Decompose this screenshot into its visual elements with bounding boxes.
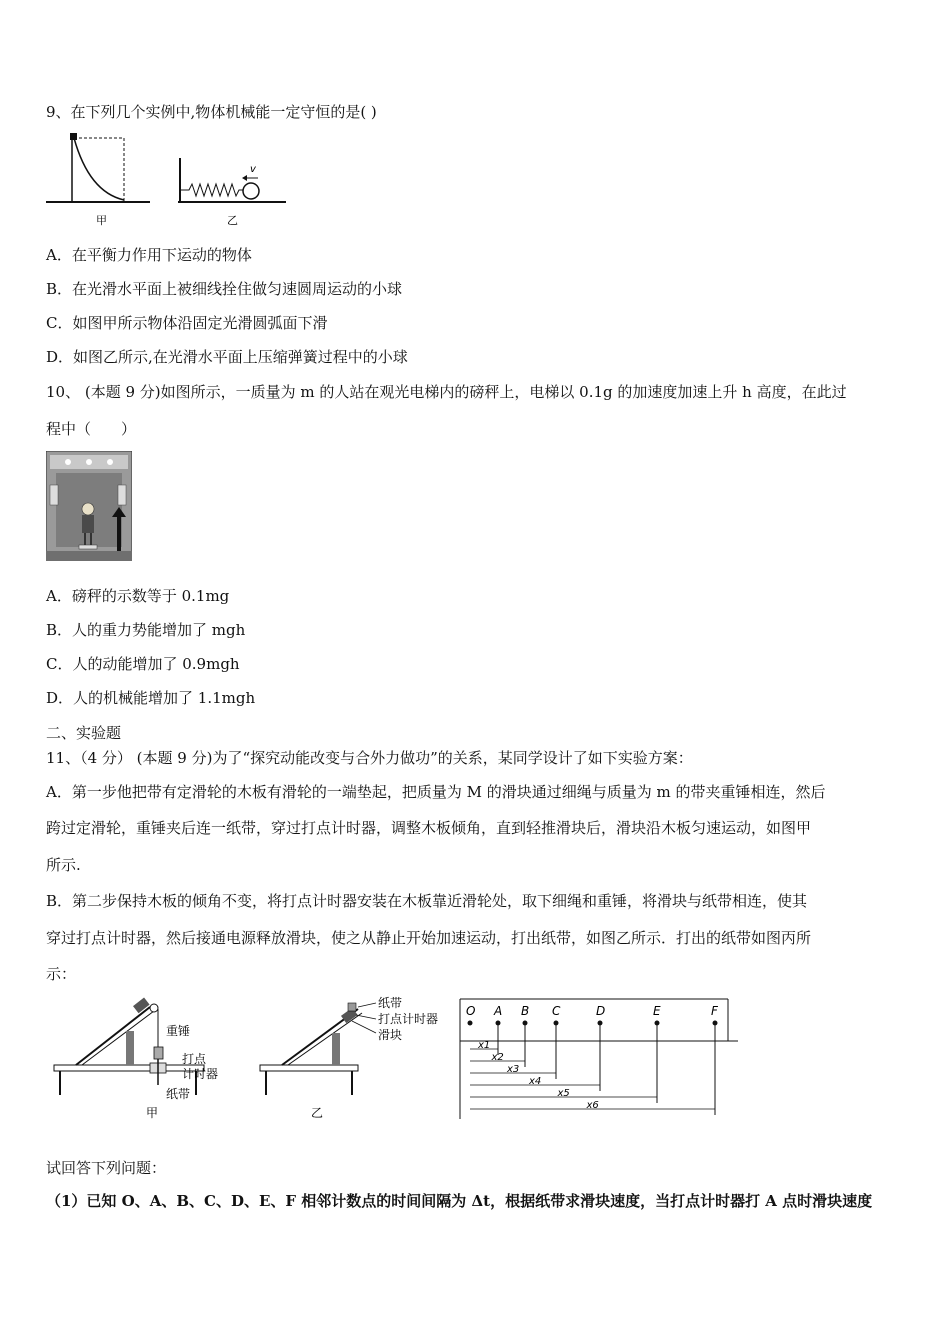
q11-a-line1: A．第一步他把带有定滑轮的木板有滑轮的一端垫起，把质量为 M 的滑块通过细绳与质量为 m 的带夹重锤相连，然后 — [46, 783, 826, 801]
q11-sub1: （1）已知 O、A、B、C、D、E、F 相邻计数点的时间间隔为 Δt，根据纸带求滑块速度，当打点计时器打 A 点时滑块速度 — [46, 1192, 873, 1210]
q9-option-a: A．在平衡力作用下运动的物体 — [46, 246, 252, 264]
fig-yi-tape: 纸带 — [378, 996, 403, 1010]
q11-a-line3: 所示. — [46, 856, 81, 874]
q11-b-line1: B．第二步保持木板的倾角不变，将打点计时器安装在木板靠近滑轮处，取下细绳和重锤，将滑块与纸带相连，使其 — [46, 892, 808, 910]
q9-figures — [44, 130, 294, 230]
q10-option-a: A．磅秤的示数等于 0.1mg — [46, 587, 230, 605]
tape-distance-label: x3 — [507, 1064, 520, 1075]
fig-yi-label: 乙 — [311, 1106, 324, 1120]
q11-b-line2: 穿过打点计时器，然后接通电源释放滑块，使之从静止开始加速运动，打出纸带，如图乙所示．打出的纸带如图丙所 — [46, 929, 812, 947]
elevator-image — [46, 451, 132, 561]
q10-option-b: B．人的重力势能增加了 mgh — [46, 621, 246, 639]
q10-stem-line1: 10、 (本题 9 分)如图所示，一质量为 m 的人站在观光电梯内的磅秤上，电梯以 0.1g 的加速度加速上升 h 高度，在此过 — [46, 383, 847, 401]
tape-point-label: B — [521, 1004, 530, 1018]
tape-distance-label: x6 — [586, 1100, 599, 1111]
fig-jia-timer-1: 打点 — [182, 1052, 207, 1066]
tape-distance-label: x2 — [491, 1052, 504, 1063]
fig-yi-label: 乙 — [227, 214, 238, 227]
fig-yi — [256, 995, 456, 1125]
tape-point-label: E — [653, 1004, 661, 1018]
q9-stem: 9、在下列几个实例中,物体机械能一定守恒的是( ) — [46, 103, 377, 121]
fig-yi-block: 滑块 — [378, 1028, 403, 1042]
v-label: v — [250, 164, 256, 175]
tape-point-label: C — [552, 1004, 561, 1018]
q9-option-d: D．如图乙所示,在光滑水平面上压缩弹簧过程中的小球 — [46, 348, 408, 366]
fig-jia-label: 甲 — [96, 214, 107, 227]
fig-jia-label: 甲 — [146, 1106, 159, 1120]
q9-option-b: B．在光滑水平面上被细线拴住做匀速圆周运动的小球 — [46, 280, 403, 298]
fig-jia-weight: 重锤 — [166, 1024, 191, 1038]
tape-dot — [468, 1021, 473, 1026]
fig-jia-tape: 纸带 — [166, 1087, 191, 1101]
fig-jia — [46, 995, 246, 1125]
q11-stem: 11、（4 分） (本题 9 分)为了“探究动能改变与合外力做功”的关系，某同学设计了如下实验方案： — [46, 749, 693, 767]
tape-point-label: A — [494, 1004, 503, 1018]
q11-b-line3: 示： — [46, 965, 77, 983]
answer-prompt: 试回答下列问题： — [46, 1159, 167, 1177]
q10-stem-line2: 程中（ ） — [46, 420, 137, 438]
q9-option-c: C．如图甲所示物体沿固定光滑圆弧面下滑 — [46, 314, 328, 332]
tape-distance-label: x5 — [557, 1088, 570, 1099]
fig-bing-tape — [458, 997, 740, 1122]
tape-point-label: O — [466, 1004, 476, 1018]
fig-jia-timer-2: 计时器 — [182, 1067, 219, 1081]
q11-a-line2: 跨过定滑轮，重锤夹后连一纸带，穿过打点计时器，调整木板倾角，直到轻推滑块后，滑块沿木板匀速运动，如图甲 — [46, 819, 812, 837]
tape-point-label: F — [711, 1004, 718, 1018]
fig-yi-timer: 打点计时器 — [378, 1012, 439, 1026]
tape-distance-label: x1 — [478, 1040, 491, 1051]
q10-option-d: D．人的机械能增加了 1.1mgh — [46, 689, 256, 707]
section-title: 二、实验题 — [46, 724, 122, 742]
tape-point-label: D — [596, 1004, 606, 1018]
q10-option-c: C．人的动能增加了 0.9mgh — [46, 655, 240, 673]
tape-distance-label: x4 — [529, 1076, 542, 1087]
